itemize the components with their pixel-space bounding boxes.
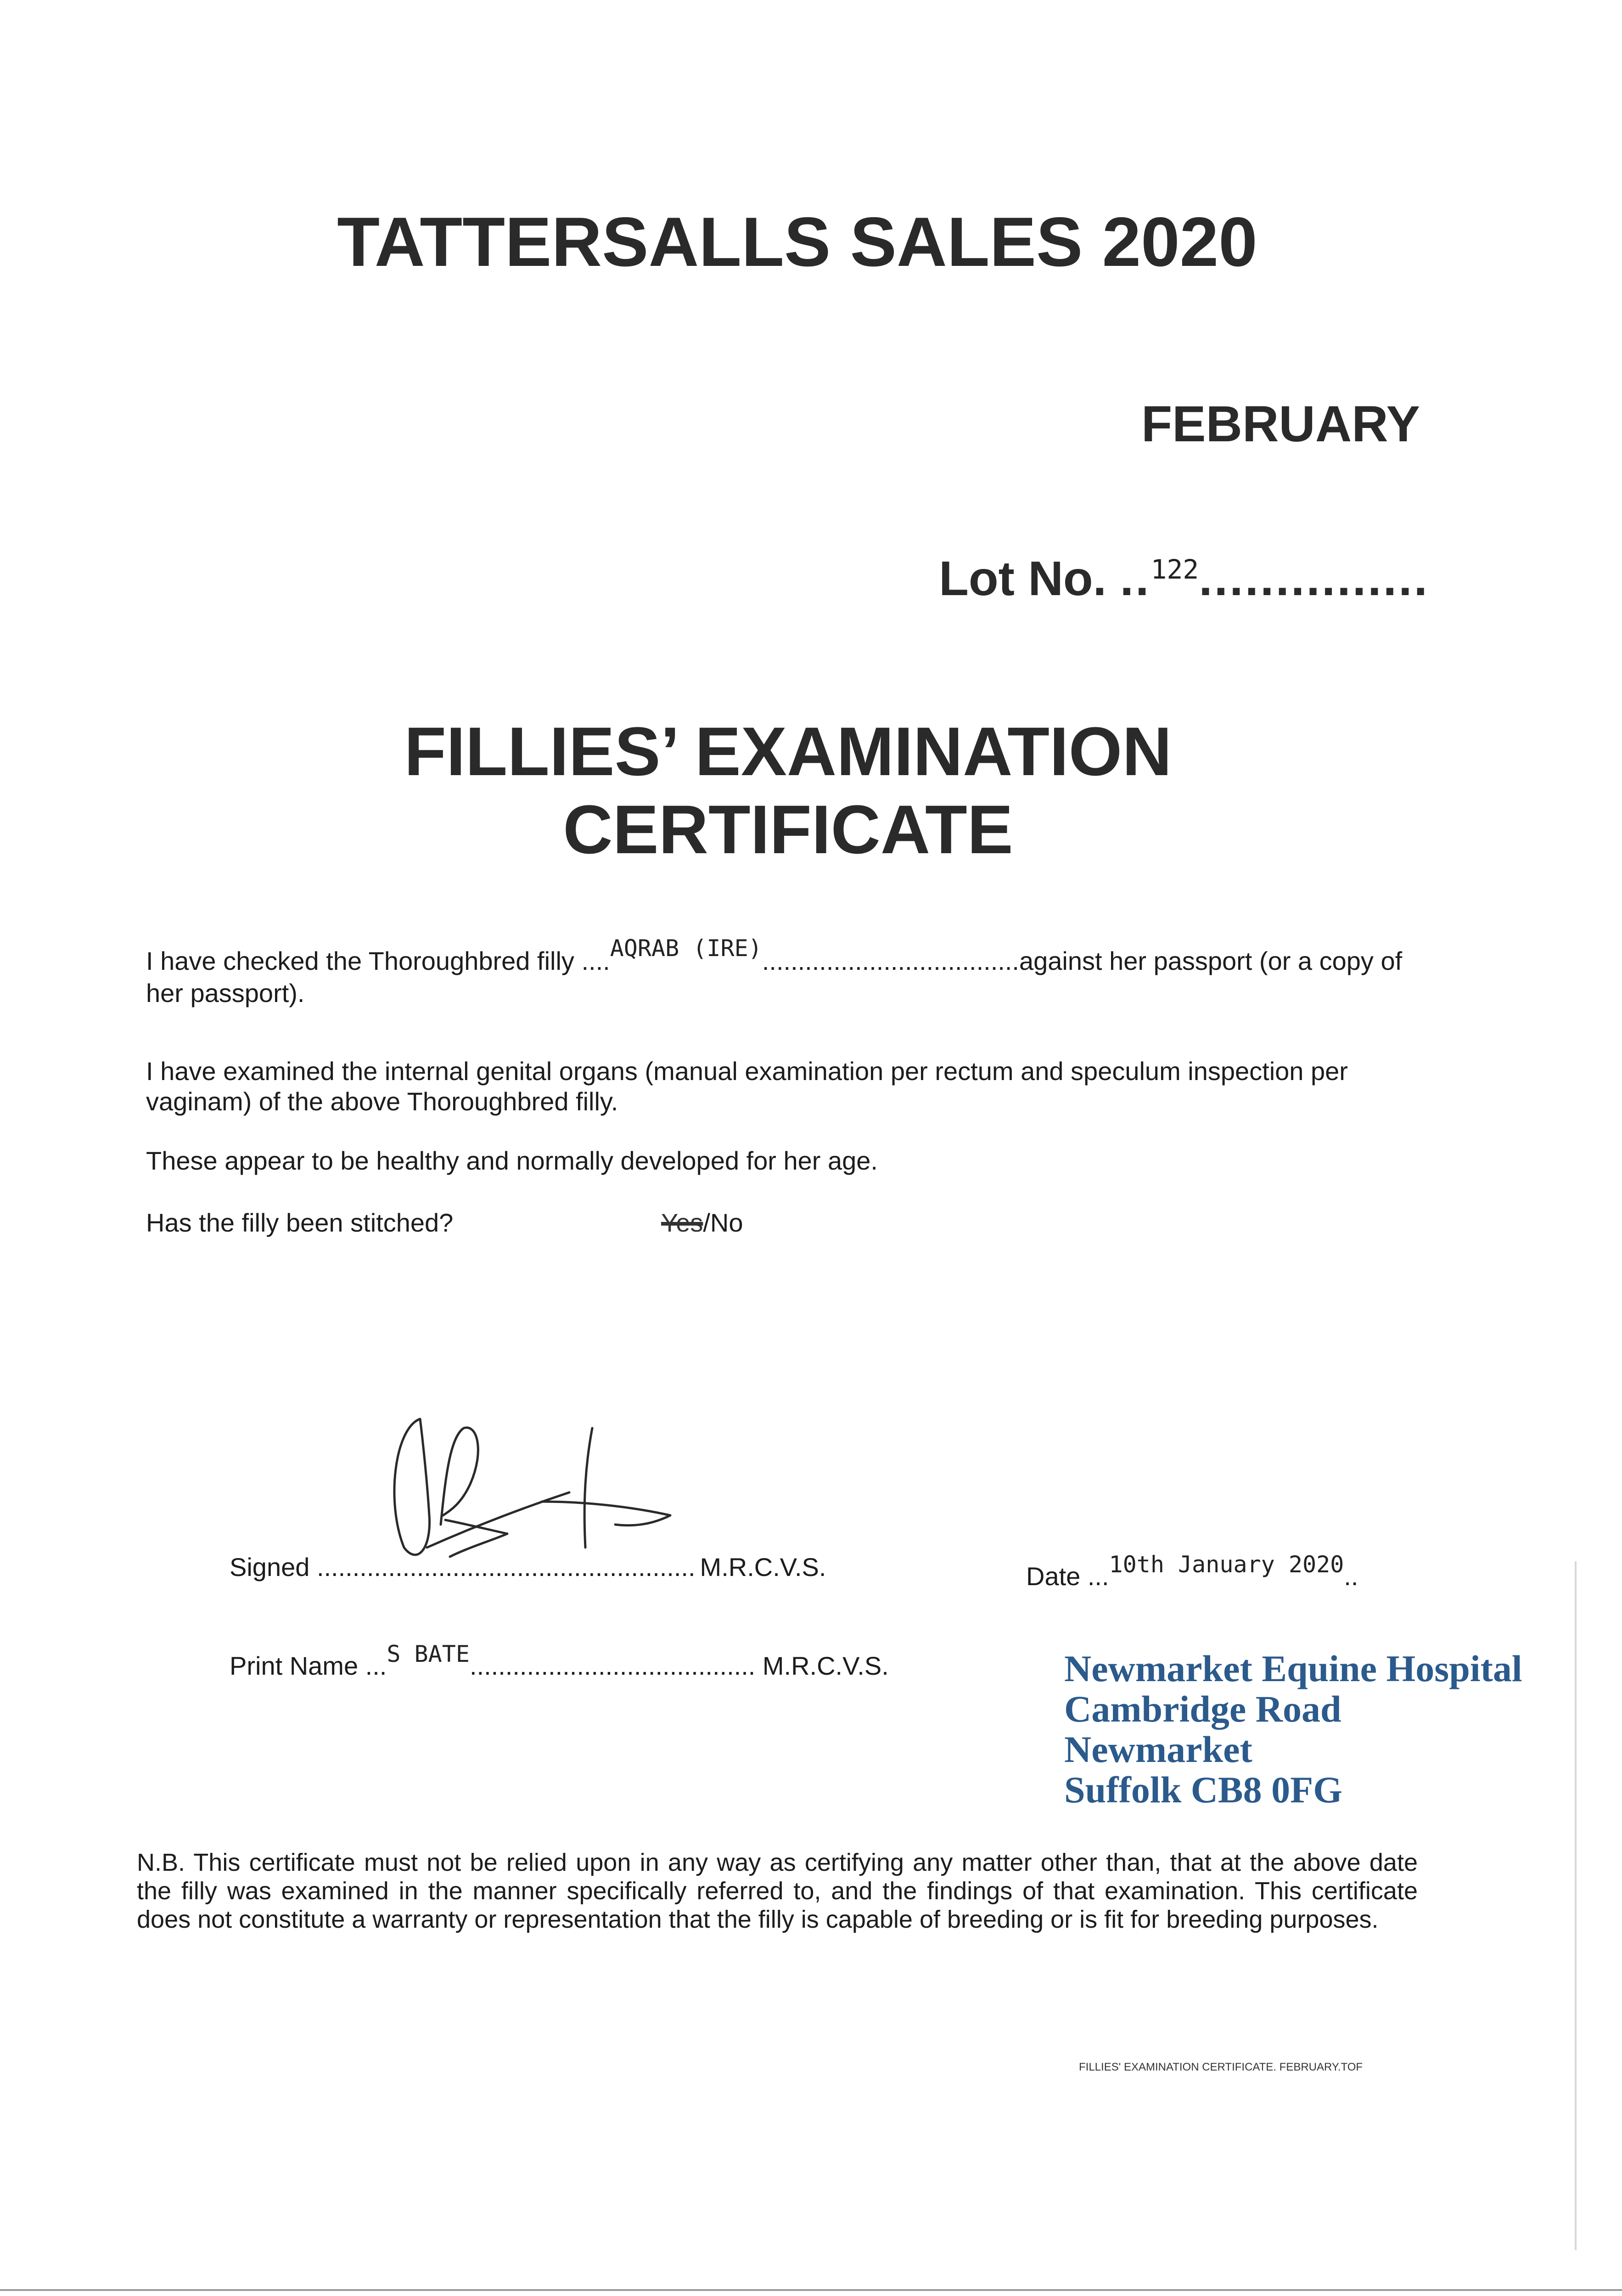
dotted-leader: ........................................ [469,1651,756,1680]
vet-signature [376,1410,707,1575]
document-footer: FILLIES' EXAMINATION CERTIFICATE. FEBRUARY.TOF [1079,2061,1363,2073]
hospital-stamp [1064,1649,1523,1810]
sale-month: FEBRUARY [1141,396,1420,452]
statement-prefix: I have checked the Thoroughbred filly [146,946,574,975]
stitched-answer [661,1208,743,1238]
passport-check-statement [146,935,1431,977]
stamp-line4: Suffolk CB8 0FG [1064,1769,1342,1811]
print-name-line [230,1641,889,1682]
date-label: Date [1026,1562,1081,1591]
mrcvs-label: M.R.C.V.S. [762,1651,889,1680]
health-statement: These appear to be healthy and normally developed for her age. [146,1146,878,1175]
lot-label: Lot No. [939,551,1107,606]
stamp-line3: Newmarket [1064,1728,1252,1770]
stitched-question: Has the filly been stitched? [146,1208,454,1237]
disclaimer-notice: N.B. This certificate must not be relied upon in any way as certifying any matter other than, that at the above date the filly was examined in the manner specifically referred to, and the findings of that examination. This certificate does not constitute a warranty or representation that the filly is capable of breeding or is fit for breeding purposes. [137,1849,1418,1933]
certificate-title-line2: CERTIFICATE [563,791,1013,868]
date-line [1026,1551,1358,1593]
certificate-title-line1: FILLIES’ EXAMINATION [404,713,1172,790]
examination-statement: I have examined the internal genital organs (manual examination per rectum and speculum inspection per vaginam) of the above Thoroughbred filly. [146,1057,1348,1116]
page-bottom-edge [0,2289,1622,2291]
dotted-leader: .................................... [762,946,1019,975]
dotted-leader: .. [1120,551,1151,606]
signed-label: Signed [230,1553,310,1581]
mrcvs-label: M.R.C.V.S. [700,1553,826,1581]
dotted-leader: ... [1087,1562,1109,1591]
document-title: TATTERSALLS SALES 2020 [337,203,1257,281]
scan-edge [1575,1561,1577,2250]
stitched-yes-struck: Yes [661,1208,703,1237]
lot-number-line [939,551,1429,607]
print-name-label: Print Name [230,1651,359,1680]
statement-suffix: against her passport (or a copy of [1019,946,1403,975]
dotted-leader: .... [581,946,610,975]
dotted-leader: ..................................................... [316,1553,696,1581]
dotted-leader: ............... [1199,551,1429,606]
date-value: 10th January 2020 [1109,1551,1344,1578]
signed-line [230,1552,826,1582]
stamp-line1: Newmarket Equine Hospital [1064,1648,1522,1689]
dotted-leader: ... [365,1651,387,1680]
dotted-leader: .. [1344,1562,1358,1591]
print-name-value: S BATE [387,1641,470,1667]
stitched-no: /No [703,1208,743,1237]
filly-name-value: AQRAB (IRE) [610,935,762,962]
passport-check-statement-line2: her passport). [146,979,305,1007]
stamp-line2: Cambridge Road [1064,1688,1341,1730]
lot-number-value: 122 [1151,554,1199,585]
